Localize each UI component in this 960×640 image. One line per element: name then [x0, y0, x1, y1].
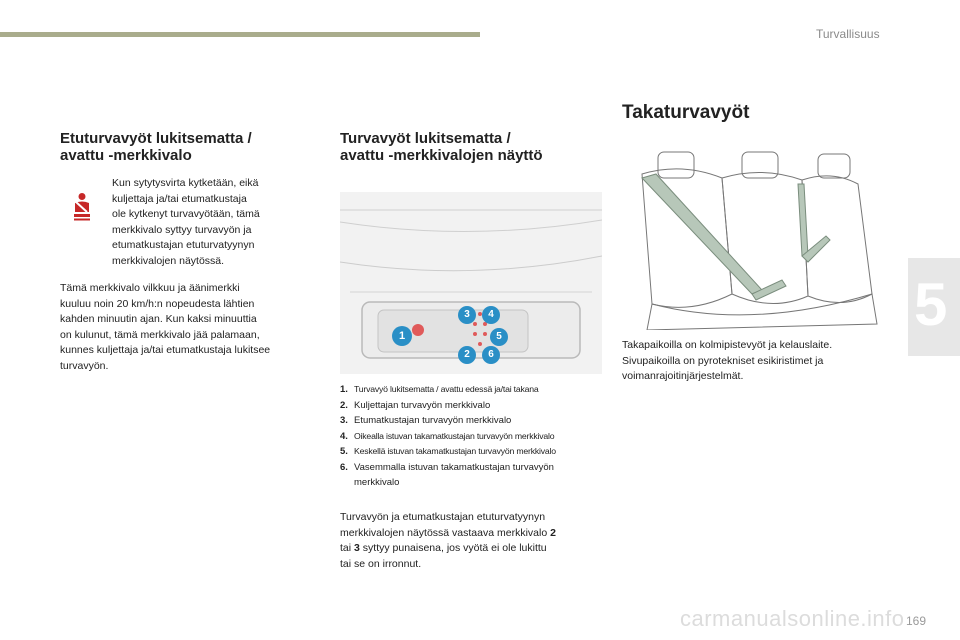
callout-1: 1: [392, 326, 412, 346]
front-belt-body: Tämä merkkivalo vilkkuu ja äänimerkki kuuluu noin 20 km/h:n nopeudesta lähtien kahden minuutin ajan. Kun kaksi minuuttia on kulunut, tämä merkkivalo jää palamaan, kunnes kuljettaja ja/tai etumatkustaja lukitsee turvavyön.: [60, 282, 271, 372]
seatbelt-warning-icon: [70, 192, 94, 222]
callout-3: 3: [458, 306, 476, 324]
callout-6: 6: [482, 346, 500, 364]
callout-2: 2: [458, 346, 476, 364]
page-number: 169: [906, 614, 927, 628]
list-item: 2. Kuljettajan turvavyön merkkivalo: [340, 399, 491, 411]
section-title: Turvallisuus: [816, 27, 880, 41]
rear-seat-illustration: [622, 144, 880, 330]
indicator-list: [340, 382, 605, 491]
list-item: 6. Vasemmalla istuvan takamatkustajan turvavyön merkkivalo: [340, 461, 554, 488]
list-item: 5. Keskellä istuvan takamatkustajan turvavyön merkkivalo: [340, 446, 556, 457]
watermark: carmanualsonline.info: [680, 606, 905, 631]
chapter-number: 5: [914, 271, 948, 338]
rear-belt-title: Takaturvavyöt: [622, 102, 750, 123]
rear-seat-drawing: [622, 144, 880, 330]
belt-display-title: Turvavyöt lukitsematta / avattu -merkkivalojen näyttö: [340, 130, 543, 164]
front-belt-intro: Kun sytytysvirta kytketään, eikä kuljettaja ja/tai etumatkustaja ole kytkenyt turvavyötään, tämä merkkivalo syttyy turvavyön ja etumatkustajan etuturvatyynyn merkkivalojen näytössä.: [112, 177, 260, 267]
callout-5: 5: [490, 328, 508, 346]
list-item: 3. Etumatkustajan turvavyön merkkivalo: [340, 415, 512, 426]
rear-belt-body: Takapaikoilla on kolmipistevyöt ja kelauslaite. Sivupaikoilla on pyrotekniset esikiristimet ja voimanrajoitinjärjestelmät.: [622, 339, 833, 382]
list-item: 4. Oikealla istuvan takamatkustajan turvavyön merkkivalo: [340, 430, 555, 442]
chapter-tab: [908, 258, 960, 356]
header-rule: [0, 32, 480, 37]
front-belt-title: Etuturvavyöt lukitsematta / avattu -merkkivalo: [60, 130, 252, 164]
belt-display-footer: Turvavyön ja etumatkustajan etuturvatyynyn merkkivalojen näytössä vastaava merkkivalo 2 tai 3 syttyy punaisena, jos vyötä ei ole lukittu tai se on irronnut.: [340, 511, 556, 570]
list-item: 1. Turvavyö lukitsematta / avattu edessä ja/tai takana: [340, 384, 539, 395]
dashboard-display-illustration: [340, 192, 602, 374]
callout-4: 4: [482, 306, 500, 324]
